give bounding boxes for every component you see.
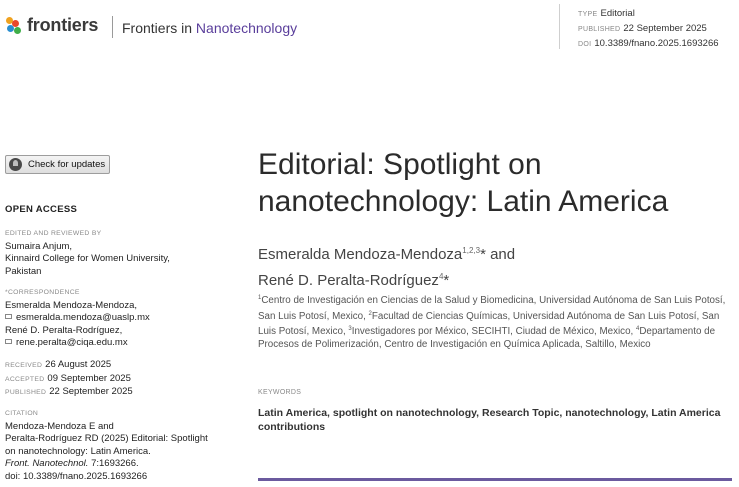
published-date-label: PUBLISHED	[5, 389, 47, 396]
frontiers-logo[interactable]	[6, 15, 98, 36]
author-affiliation-sup: 1,2,3	[462, 246, 481, 255]
correspondence-label: *CORRESPONDENCE	[5, 289, 80, 296]
dates-section	[5, 359, 235, 400]
author-joiner: * and	[480, 246, 516, 263]
citation-journal: Front. Nanotechnol.	[5, 458, 89, 469]
affiliations	[258, 292, 734, 351]
editor-line: Kinnaird College for Women University,	[5, 253, 170, 264]
mail-icon	[5, 314, 12, 319]
published-value: 22 September 2025	[623, 23, 707, 34]
affiliation-text: Investigadores por México, SECIHTI, Ciudad de México, Mexico,	[351, 326, 636, 337]
type-value: Editorial	[600, 8, 635, 19]
frontiers-logo-icon	[6, 17, 24, 35]
edited-label: EDITED AND REVIEWED BY	[5, 230, 102, 237]
citation-line: Peralta-Rodríguez RD (2025) Editorial: Spotlight	[5, 433, 208, 444]
affiliation-text: Facultad de Ciencias Químicas, Universidad Autónoma de San Luis Potosí, San Luis Potosí, Mexico,	[258, 310, 720, 337]
mail-icon	[5, 339, 12, 344]
published-date-value: 22 September 2025	[49, 386, 133, 397]
author-list	[258, 240, 728, 292]
citation-section	[5, 408, 235, 483]
doi-value[interactable]: 10.3389/fnano.2025.1693266	[594, 38, 719, 49]
author-affiliation-sup: 4	[438, 272, 444, 281]
journal-accent: Nanotechnology	[195, 20, 298, 36]
header-divider	[112, 16, 113, 38]
citation-label: CITATION	[5, 410, 39, 417]
affiliation-sup: 3	[348, 326, 352, 332]
affiliation-text: Centro de Investigación en Ciencias de la Salud y Biomedicina, Universidad Autónoma de San Luis Potosí, San Luis Potosí, Mexico,	[258, 295, 726, 322]
editor-line: Sumaira Anjum,	[5, 240, 73, 252]
keywords-label: KEYWORDS	[258, 389, 302, 396]
section-rule	[258, 478, 732, 481]
edited-section	[5, 228, 235, 278]
open-access-label: OPEN ACCESS	[5, 204, 78, 215]
published-label: PUBLISHED	[578, 26, 621, 33]
accepted-value: 09 September 2025	[47, 372, 131, 384]
correspondence-section	[5, 287, 235, 350]
article-title: Editorial: Spotlight on nanotechnology: Latin America	[258, 148, 669, 218]
accepted-label: ACCEPTED	[5, 375, 45, 383]
affiliation-sup: 2	[368, 310, 372, 317]
author-star: *	[443, 272, 450, 289]
doi-label: DOI	[578, 41, 592, 48]
corr-name-1: Esmeralda Mendoza-Mendoza,	[5, 299, 138, 311]
author-name[interactable]: René D. Peralta-Rodríguez	[258, 272, 439, 289]
corr-email-2[interactable]: rene.peralta@ciqa.edu.mx	[16, 337, 128, 348]
type-label: TYPE	[578, 11, 598, 18]
corr-name-2: René D. Peralta-Rodríguez,	[5, 324, 123, 336]
keywords: Latin America, spotlight on nanotechnology, Research Topic, nanotechnology, Latin America contributions	[258, 407, 721, 433]
journal-name[interactable]	[122, 20, 297, 36]
check-for-updates-button[interactable]	[5, 155, 110, 174]
check-for-updates-label: Check for updates	[28, 159, 106, 170]
corr-email-1[interactable]: esmeralda.mendoza@uaslp.mx	[16, 312, 150, 323]
affiliation-sup: 4	[635, 326, 640, 332]
journal-prefix: Frontiers in	[122, 20, 196, 36]
meta-divider	[559, 4, 560, 49]
citation-line: Mendoza-Mendoza E and	[5, 420, 114, 432]
received-value: 26 August 2025	[45, 359, 112, 370]
article-meta	[578, 7, 719, 52]
update-icon	[9, 158, 22, 171]
brand-name: frontiers	[27, 15, 99, 35]
citation-line: on nanotechnology: Latin America.	[5, 445, 151, 457]
received-label: RECEIVED	[5, 362, 43, 369]
citation-volume: 7:1693266.	[88, 458, 139, 469]
affiliation-sup: 1	[258, 295, 262, 301]
affiliation-text: Departamento de Procesos de Polimerización, Centro de Investigación en Química Aplicada, Saltillo, Mexico	[258, 326, 716, 350]
citation-doi[interactable]: doi: 10.3389/fnano.2025.1693266	[5, 470, 148, 482]
editor-line: Pakistan	[5, 265, 42, 277]
author-name[interactable]: Esmeralda Mendoza-Mendoza	[258, 246, 463, 263]
